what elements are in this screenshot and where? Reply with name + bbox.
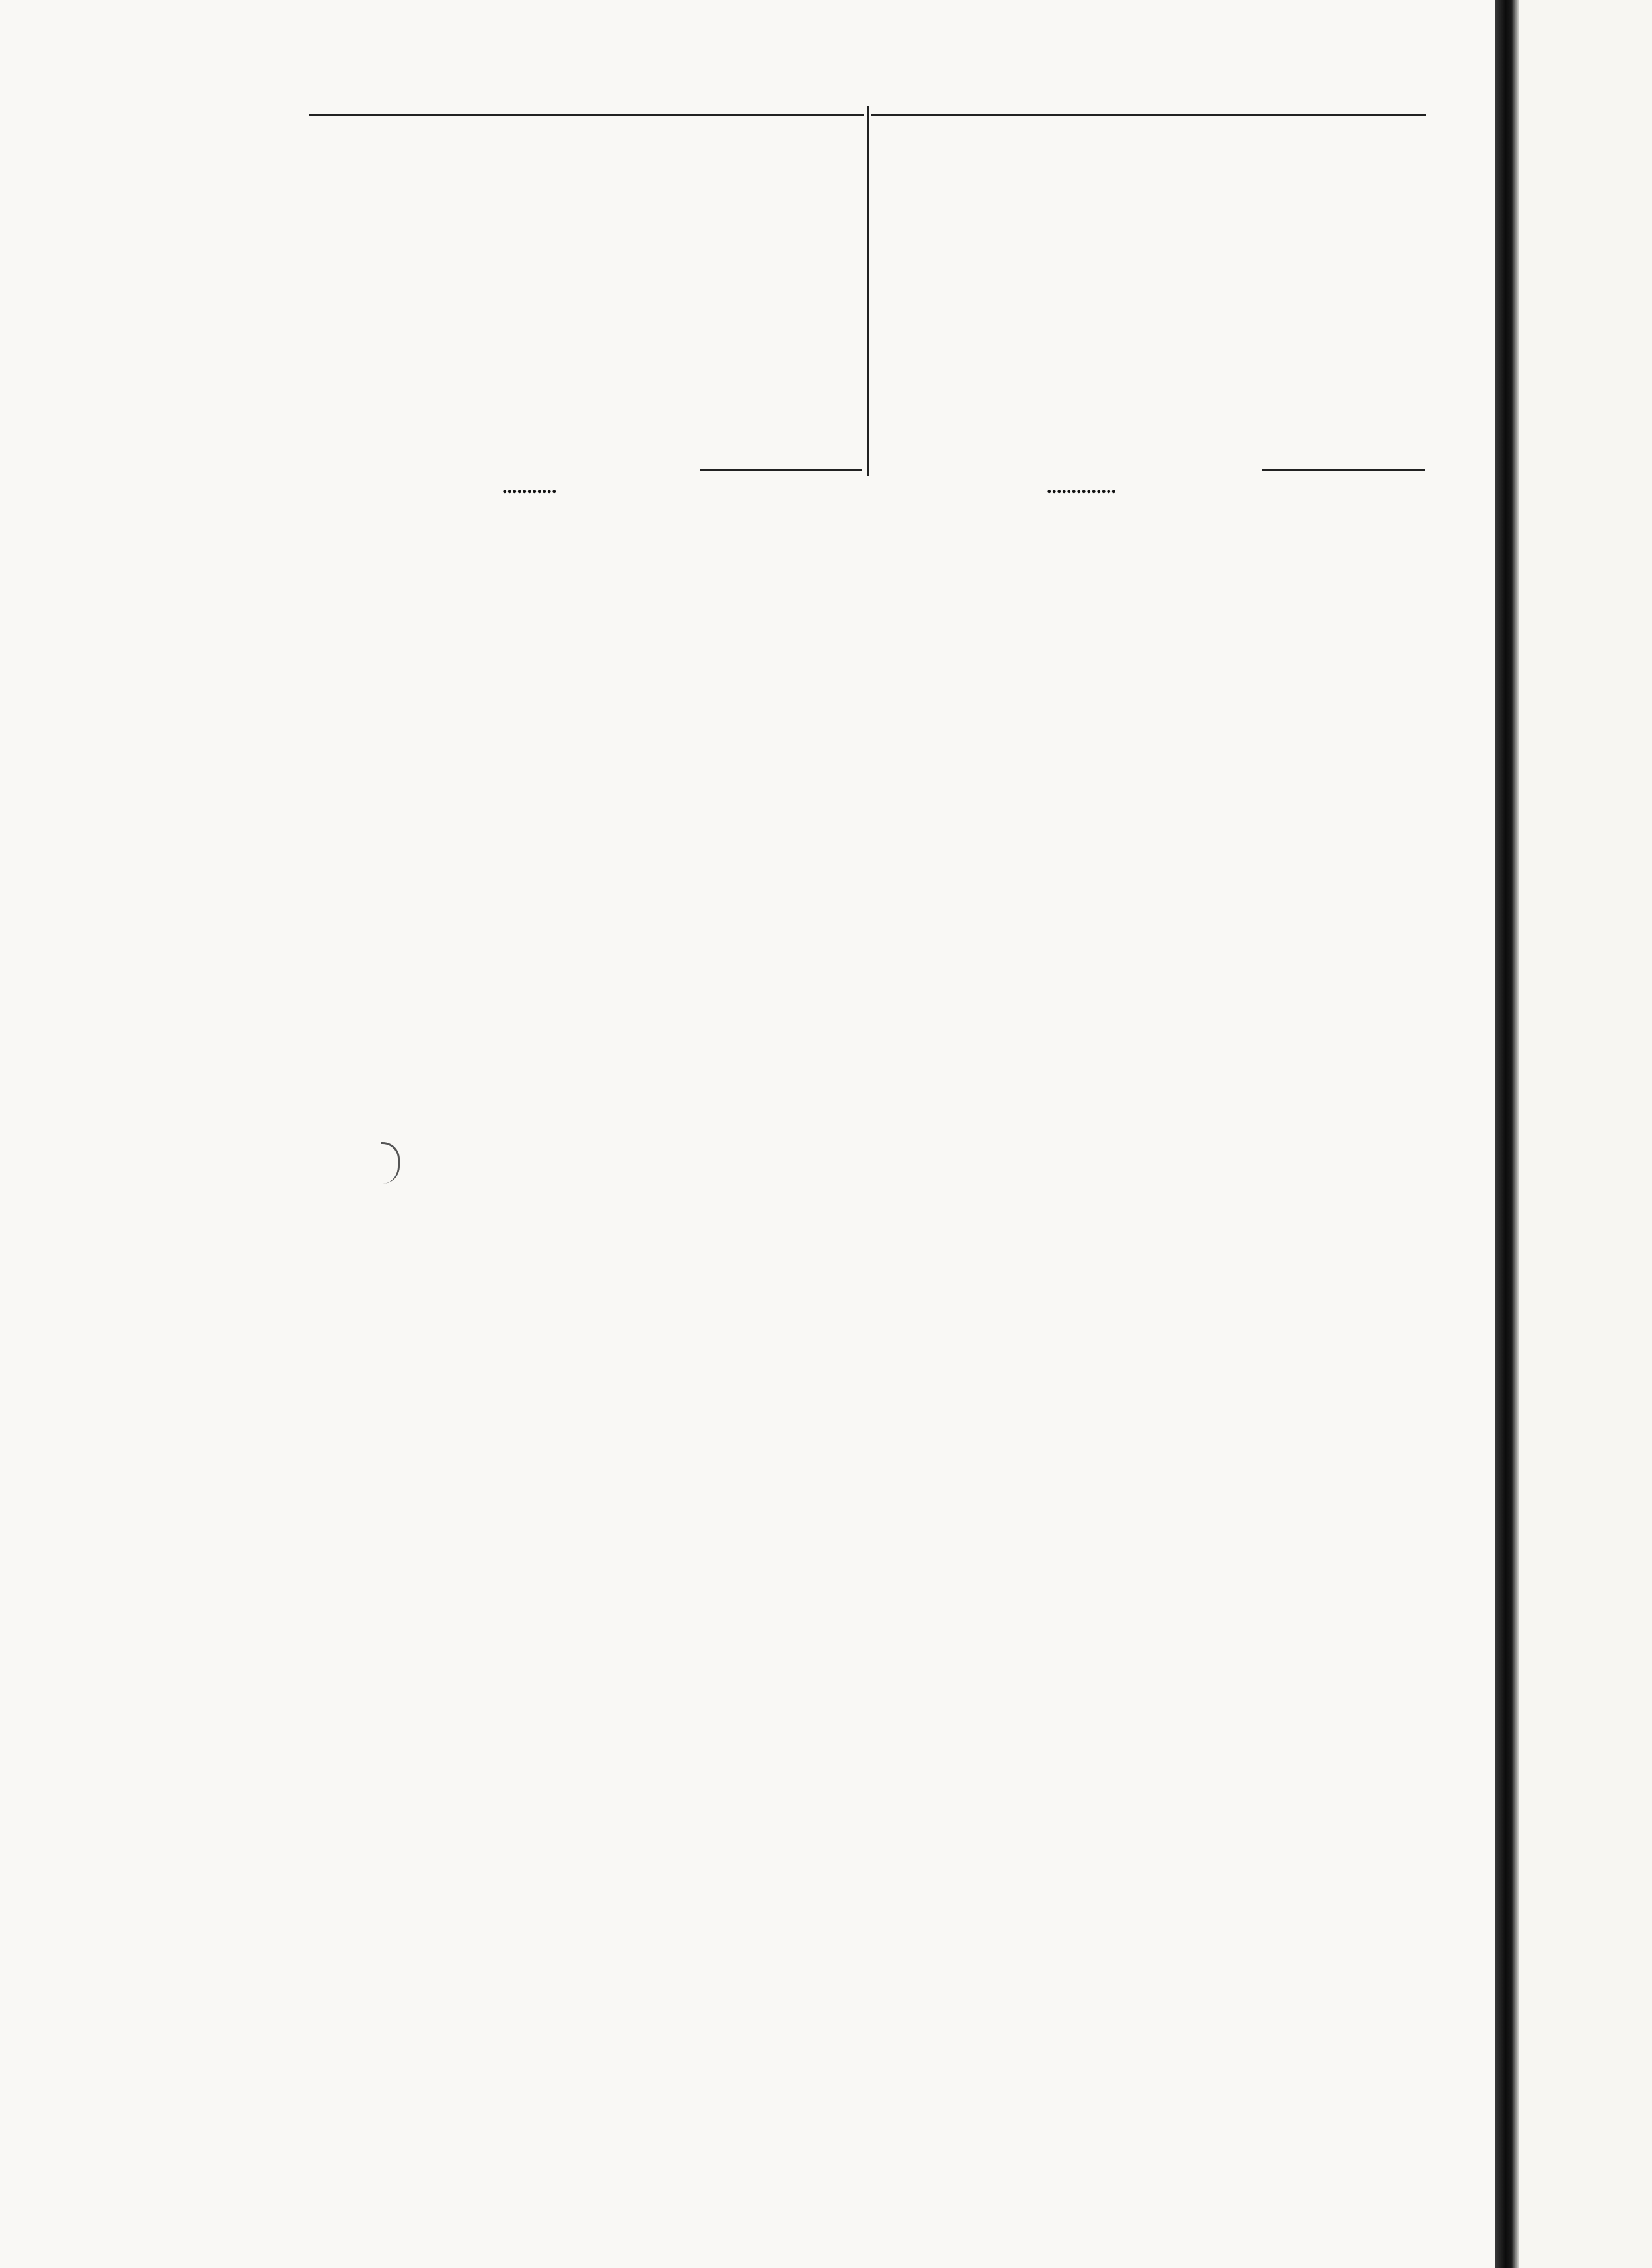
- margin-mark: [381, 1142, 400, 1184]
- table-divider: [867, 106, 869, 476]
- table-top-rule-right: [871, 114, 1426, 116]
- total-rule-right: [1262, 469, 1425, 471]
- total-rule-left: [700, 469, 862, 471]
- low-duty-total-dots: ...........: [502, 476, 557, 498]
- adjacent-page-edge: [1519, 0, 1652, 2268]
- high-duty-total-dots: ..............: [1047, 476, 1116, 498]
- high-duty-total: [1047, 476, 1116, 498]
- book-gutter: [1495, 0, 1519, 2268]
- table-top-rule-left: [309, 114, 864, 116]
- bleed-through-text: [244, 2219, 1460, 2236]
- low-duty-total: [502, 476, 557, 498]
